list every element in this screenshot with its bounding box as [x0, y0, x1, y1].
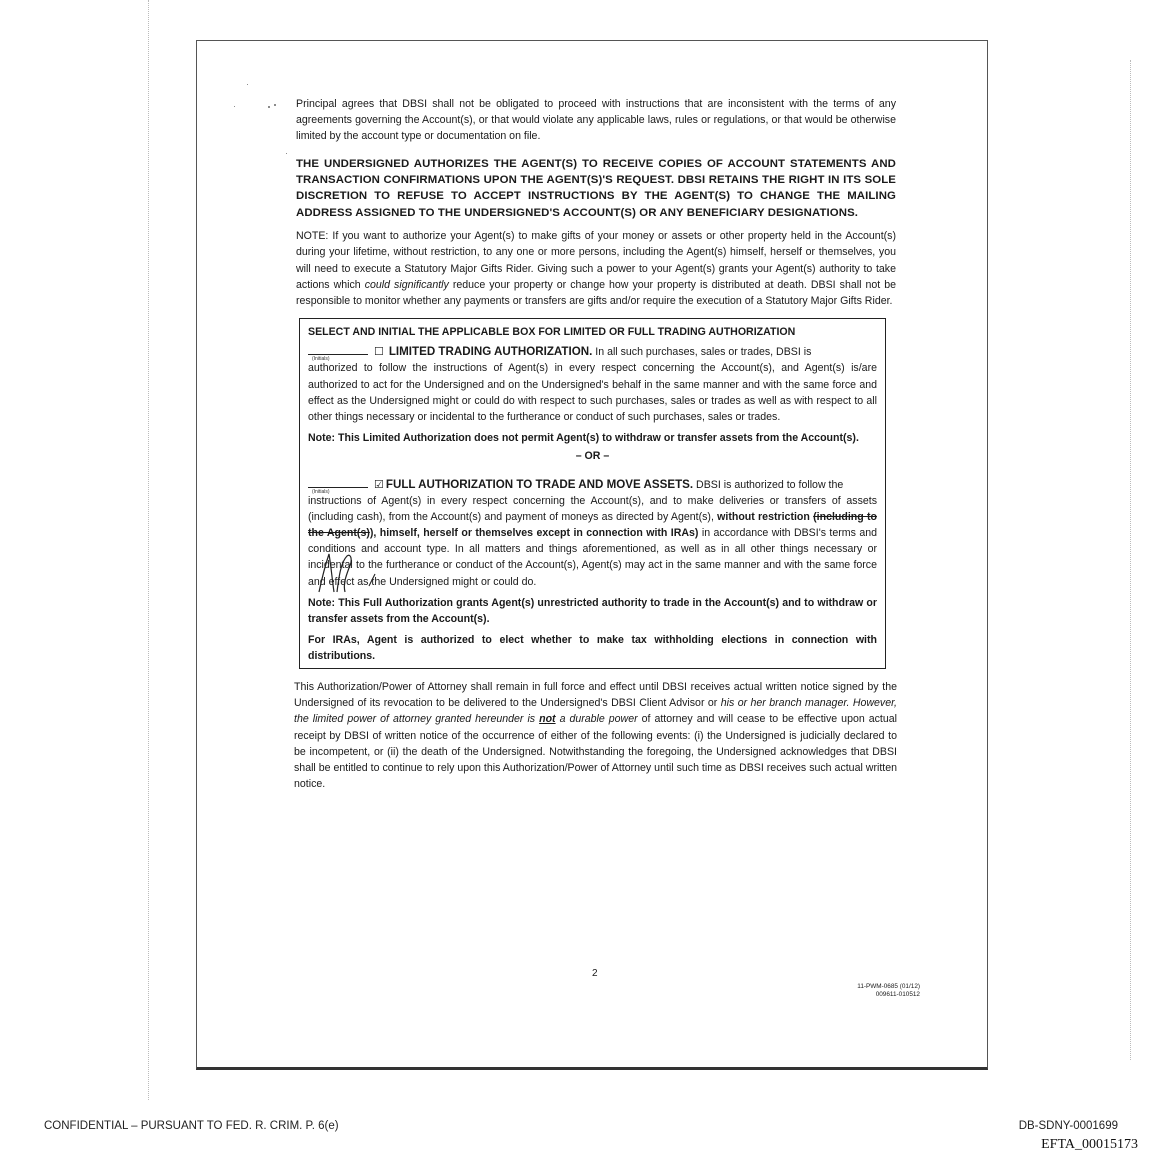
full-body-2: instructions of Agent(s) in every respect concerning the Account(s), and to make deliveries or transfers of assets (including cash), from the Account(s) and payment of moneys as directed by Agent(s), — [308, 495, 877, 524]
full-body-paragraph — [308, 493, 877, 590]
initials-label: (Initials) — [312, 489, 330, 495]
scan-margin-mark — [148, 0, 149, 1100]
limited-checkbox[interactable]: ☐ — [374, 346, 384, 359]
full-bold-except-iras: ), himself, herself or themselves except in connection with IRAs) — [369, 527, 699, 540]
full-initials-field[interactable] — [308, 476, 368, 495]
scan-speck — [268, 106, 270, 108]
paragraph-principal-agrees: Principal agrees that DBSI shall not be obligated to proceed with instructions that are inconsistent with the terms of any agreements governing the Account(s), or that would violate any applicable laws, rules or regulations, or that would be otherwise limited by the account type or documentation on file. — [296, 98, 896, 143]
scan-speck — [247, 84, 248, 85]
full-body-1: DBSI is authorized to follow the — [693, 479, 844, 491]
scan-speck — [274, 104, 276, 106]
limited-initials-field[interactable] — [308, 343, 368, 363]
full-checkbox-checked[interactable]: ☑ — [374, 479, 384, 491]
poa-text-b: of attorney and will cease to be effective upon actual receipt by DBSI of written notice of the occurrence of either of the following events: (i) the Undersigned is judicially declared to be incompetent, or (ii) the death of the Undersigned. Notwithstanding the foregoing, the Undersigned acknowledges that DBSI shall be entitled to continue to rely upon this Authorization/Power of Attorney until such time as DBSI receives such actual written notice. — [294, 713, 898, 791]
bates-number: DB-SDNY-0001699 — [1018, 1120, 1118, 1132]
paragraph-undersigned-authorizes: THE UNDERSIGNED AUTHORIZES THE AGENT(S) TO RECEIVE COPIES OF ACCOUNT STATEMENTS AND TRANSACTION CONFIRMATIONS UPON THE AGENT(S)'S REQUEST. DBSI RETAINS THE RIGHT IN ITS SOLE DISCRETION TO REFUSE TO ACCEPT INSTRUCTIONS BY THE AGENT(S) TO CHANGE THE MAILING ADDRESS ASSIGNED TO THE UNDERSIGNED'S ACCOUNT(S) OR ANY BENEFICIARY DESIGNATIONS. — [296, 157, 896, 219]
poa-not-underlined: not — [539, 713, 556, 726]
form-code — [820, 983, 920, 999]
poa-italic-1: his or her branch manager. However, the limited power of attorney granted hereunder is — [294, 697, 897, 726]
limited-note: Note: This Limited Authorization does not permit Agent(s) to withdraw or transfer assets from the Account(s). — [308, 431, 859, 444]
poa-italic-2: a durable power — [555, 713, 638, 726]
full-heading: FULL AUTHORIZATION TO TRADE AND MOVE ASSETS. — [385, 478, 694, 491]
full-bold-without-restriction: without restriction — [717, 511, 814, 524]
form-code-line-2: 009611-010512 — [875, 991, 920, 998]
scan-margin-mark — [1130, 60, 1131, 1060]
limited-body-2: authorized to follow the instructions of Agent(s) in every respect concerning the Account(s), and Agent(s) is/are authorized to act for the Undersigned and on the Undersigned's behalf in the same manner and with the same force and effect as the Undersigned might or could do with respect to such purchases, sales or trades as well as with respect to all other things necessary or incidental to the furtherance or conduct of such purchases, sales or trades. — [308, 362, 877, 423]
box-heading: SELECT AND INITIAL THE APPLICABLE BOX FOR LIMITED OR FULL TRADING AUTHORIZATION — [308, 326, 796, 339]
limited-heading: LIMITED TRADING AUTHORIZATION. — [388, 345, 593, 359]
paragraph-power-of-attorney-duration — [294, 679, 897, 792]
gifts-note-text-b: reduce your property or change how your property is distributed at death. DBSI shall not be responsible to monitor whether any payments or transfers are gifts and/or require the execution of a Statutory Major Gifts Rider. — [296, 278, 896, 308]
document-body — [296, 96, 896, 792]
full-body-3: in accordance with DBSI's terms and conditions and account type. In all matters and things aforementioned, as well as in all other things necessary or incidental to the furtherance or conduct of the Account(s), Agent(s) may act in the same manner and with the same force and effect as the Undersigned might or could do. — [308, 527, 877, 588]
poa-text-a: This Authorization/Power of Attorney shall remain in full force and effect until DBSI receives actual written notice signed by the Undersigned of its revocation to be delivered to the Undersigned's DBSI Client Advisor or — [294, 681, 897, 710]
full-struck-text: (including to the Agent(s) — [308, 511, 877, 540]
initials-label: (Initials) — [312, 356, 330, 363]
gifts-note-text-a: NOTE: If you want to authorize your Agent(s) to make gifts of your money or assets or other property held in the Account(s) during your lifetime, without restriction, to any one or more persons, including the Agent(s) himself, herself or themselves, you will need to execute a Statutory Major Gifts Rider. Giving such a power to your Agent(s) grants your Agent(s) authority to take actions which — [296, 230, 896, 291]
full-note: Note: This Full Authorization grants Agent(s) unrestricted authority to trade in the Account(s) and to withdraw or transfer assets from the Account(s). — [308, 596, 877, 625]
confidential-footer: CONFIDENTIAL – PURSUANT TO FED. R. CRIM. P. 6(e) — [44, 1120, 339, 1132]
ira-note: For IRAs, Agent is authorized to elect whether to make tax withholding elections in connection with distributions. — [308, 633, 877, 662]
paragraph-gifts-note — [296, 228, 896, 309]
form-code-line-1: 11-PWM-0685 (01/12) — [857, 983, 920, 990]
full-authorization-option — [308, 466, 877, 493]
gifts-note-italic: could significantly — [364, 278, 449, 291]
limited-body-1: In all such purchases, sales or trades, DBSI is — [592, 346, 812, 359]
or-separator: – OR – — [575, 449, 610, 462]
trading-authorization-box — [299, 318, 886, 669]
handwritten-initials-signature — [313, 548, 383, 596]
limited-authorization-option — [308, 343, 877, 363]
page-number: 2 — [592, 968, 598, 979]
efta-number: EFTA_00015173 — [1041, 1137, 1138, 1152]
scan-speck — [234, 106, 235, 107]
scan-speck — [286, 153, 287, 154]
